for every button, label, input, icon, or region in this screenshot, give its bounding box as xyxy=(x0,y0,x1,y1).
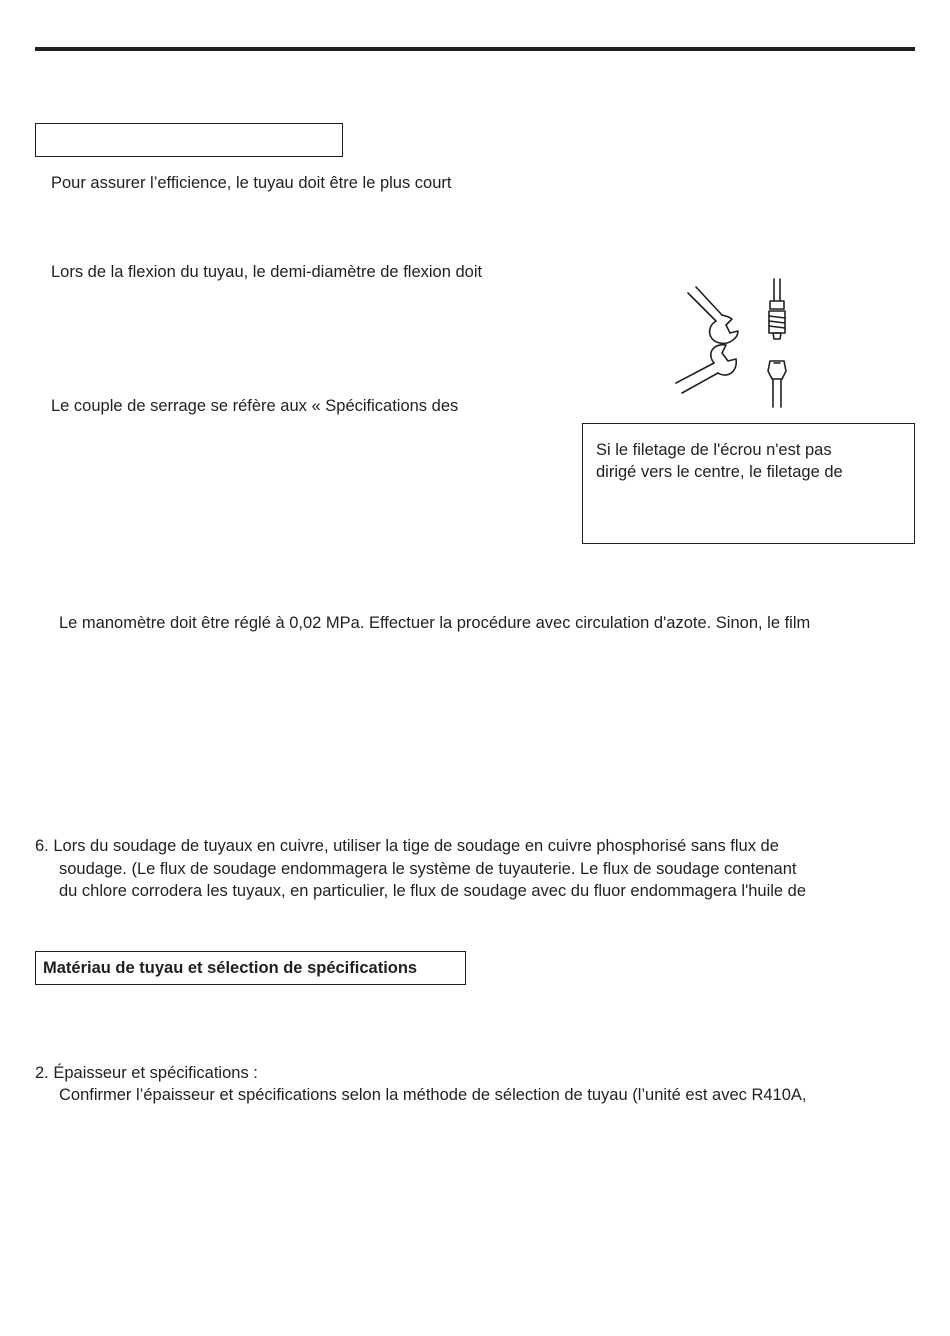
item-6-line-1: 6. Lors du soudage de tuyaux en cuivre, utiliser la tige de soudage en cuivre phosphorisé sans flux de xyxy=(35,837,779,855)
top-rule xyxy=(35,47,915,51)
wrench-icon xyxy=(688,287,738,343)
item-6-line-2: soudage. (Le flux de soudage endommagera le système de tuyauterie. Le flux de soudage contenant xyxy=(59,860,797,878)
flare-nut-icon xyxy=(769,279,785,339)
thread-note-box xyxy=(582,423,915,544)
pipe-nut-icon xyxy=(768,361,786,407)
paragraph-manometer: Le manomètre doit être réglé à 0,02 MPa. Effectuer la procédure avec circulation d'azote. Sinon, le film xyxy=(59,614,811,632)
wrench-nut-illustration xyxy=(670,275,800,415)
wrench-icon xyxy=(676,345,736,393)
item-2-line-1: Confirmer l’épaisseur et spécifications selon la méthode de sélection de tuyau (l’unité est avec R410A, xyxy=(59,1086,807,1104)
item-2-title: 2. Épaisseur et spécifications : xyxy=(35,1064,258,1082)
section-2-heading: Matériau de tuyau et sélection de spécifications xyxy=(43,959,418,977)
section-heading-box xyxy=(35,123,343,157)
paragraph-pipe-length: Pour assurer l’efficience, le tuyau doit être le plus court xyxy=(51,174,452,192)
item-6-line-3: du chlore corrodera les tuyaux, en particulier, le flux de soudage avec du fluor endommagera l'huile de xyxy=(59,882,807,900)
thread-note-line-1: Si le filetage de l'écrou n'est pas xyxy=(596,441,832,459)
section-2-heading-box xyxy=(35,951,466,985)
thread-note-line-2: dirigé vers le centre, le filetage de xyxy=(596,463,843,481)
paragraph-bending-radius: Lors de la flexion du tuyau, le demi-diamètre de flexion doit xyxy=(51,263,483,281)
paragraph-torque: Le couple de serrage se réfère aux « Spécifications des xyxy=(51,397,459,415)
